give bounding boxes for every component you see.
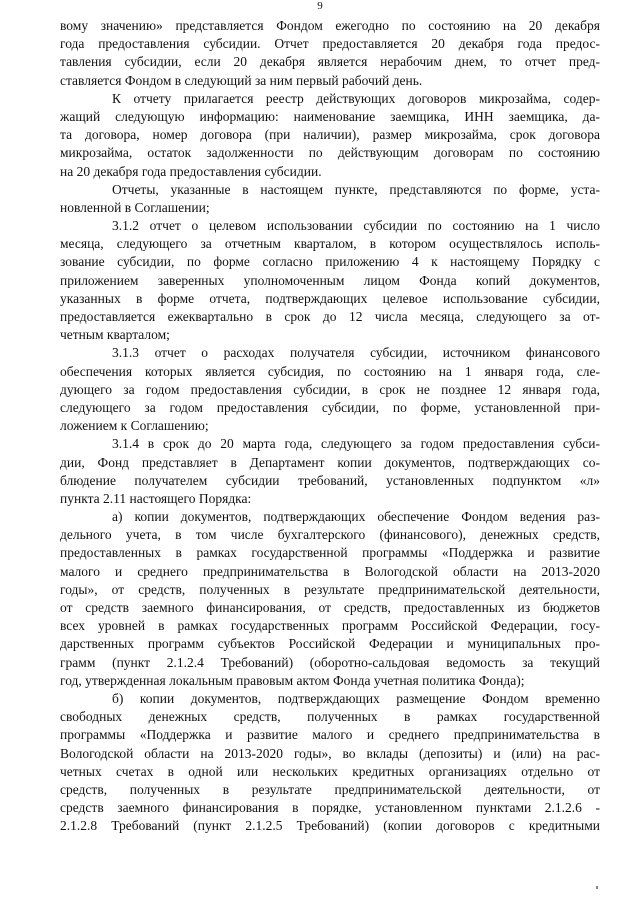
text-line: ставляется Фондом в следующий за ним первый рабочий день. (60, 72, 423, 88)
text-line: блюдение получателем субсидии требований, установленных подпунктом «л» (60, 472, 600, 488)
text-line: 3.1.4 в срок до 20 марта года, следующего за годом предоставления субси- (112, 436, 600, 452)
text-line: К отчету прилагается реестр действующих договоров микрозайма, содер- (112, 90, 600, 106)
text-line: та договора, номер договора (при наличии), размер микрозайма, срок договора (60, 127, 600, 143)
text-line: следующего за годом предоставления субсидии, по форме, установленной при- (60, 399, 600, 415)
text-line: предоставляется ежеквартально в срок до 12 числа месяца, следующего за от- (60, 309, 600, 324)
text-line: приложением заверенных уполномоченным лицом Фонда копий документов, (60, 272, 600, 288)
text-line: жащий следующую информацию: наименование заемщика, ИНН заемщика, да- (60, 108, 600, 124)
text-line: от средств заемного финансирования, от средств, предоставленных из бюджетов (60, 600, 600, 615)
text-line: месяца, следующего за отчетным кварталом, в котором осуществлялось исполь- (60, 236, 600, 252)
text-line: новленной в Соглашении; (60, 199, 210, 215)
text-line: тавления субсидии, если 20 декабря является нерабочим днем, то отчет пред- (60, 54, 600, 70)
text-line: годы», от средств, полученных в результате предпринимательской деятельности, (60, 581, 600, 597)
text-line: малого и среднего предпринимательства в Вологодской области на 2013-2020 (60, 563, 600, 579)
text-line: года предоставления субсидии. Отчет предоставляется 20 декабря года предос- (60, 36, 600, 52)
text-line: свободных денежных средств, полученных в рамках государственной (60, 709, 600, 725)
text-line: программы «Поддержка и развитие малого и среднего предпринимательства в (60, 727, 600, 743)
text-line: предоставленных в рамках государственной программы «Поддержка и развитие (60, 545, 600, 561)
page-number: 9 (317, 0, 323, 12)
text-line: всех уровней в рамках государственных программ Российской Федерации, госу- (60, 618, 600, 634)
text-line: 2.1.2.8 Требований (пункт 2.1.2.5 Требований) (копии договоров с кредитными (60, 818, 600, 834)
text-line: б) копии документов, подтверждающих размещение Фондом временно (112, 690, 600, 706)
text-line: дарственных программ субъектов Российской Федерации и муниципальных про- (60, 636, 600, 652)
text-line: год, утвержденная локальным правовым актом Фонда учетная политика Фонда); (60, 672, 525, 688)
text-line: дующего за годом предоставления субсидии, в срок не позднее 12 января года, (60, 381, 600, 397)
text-line: четных счетах в одной или нескольких кредитных организациях отдельно от (60, 763, 600, 779)
text-line: обеспечения которых является субсидия, по состоянию на 1 января года, сле- (60, 363, 600, 379)
text-line: Вологодской области на 2013-2020 годы», во вклады (депозиты) и (или) на рас- (60, 745, 600, 761)
text-line: микрозайма, остаток задолженности по действующим договорам по состоянию (60, 145, 600, 161)
text-line: четным кварталом; (60, 327, 170, 343)
document-body (60, 17, 600, 835)
text-line: дельного учета, в том числе бухгалтерского (финансового), денежных средств, (60, 527, 600, 543)
text-line: зование субсидии, по форме согласно приложению 4 к настоящему Порядку с (60, 254, 600, 270)
text-line: пункта 2.11 настоящего Порядка: (60, 490, 252, 506)
text-line: дии, Фонд представляет в Департамент копии документов, подтверждающих со- (60, 454, 600, 470)
text-line: указанных в форме отчета, подтверждающих целевое использование субсидии, (60, 290, 600, 306)
text-line: 3.1.2 отчет о целевом использовании субсидии по состоянию на 1 число (112, 218, 600, 234)
text-line: 3.1.3 отчет о расходах получателя субсидии, источником финансового (112, 345, 600, 361)
text-line: Отчеты, указанные в настоящем пункте, представляются по форме, уста- (112, 181, 600, 197)
scan-artifact (596, 886, 598, 889)
text-line: грамм (пункт 2.1.2.4 Требований) (оборотно-сальдовая ведомость за текущий (60, 654, 600, 670)
text-line: средств, полученных в результате предпринимательской деятельности, от (60, 781, 600, 797)
text-line: на 20 декабря года предоставления субсидии. (60, 163, 322, 179)
text-line: вому значению» представляется Фондом ежегодно по состоянию на 20 декабря (60, 18, 600, 33)
text-line: средств заемного финансирования в порядке, установленном пунктами 2.1.2.6 - (60, 800, 600, 816)
text-line: а) копии документов, подтверждающих обеспечение Фондом ведения раз- (112, 509, 600, 525)
text-line: ложением к Соглашению; (60, 418, 209, 434)
